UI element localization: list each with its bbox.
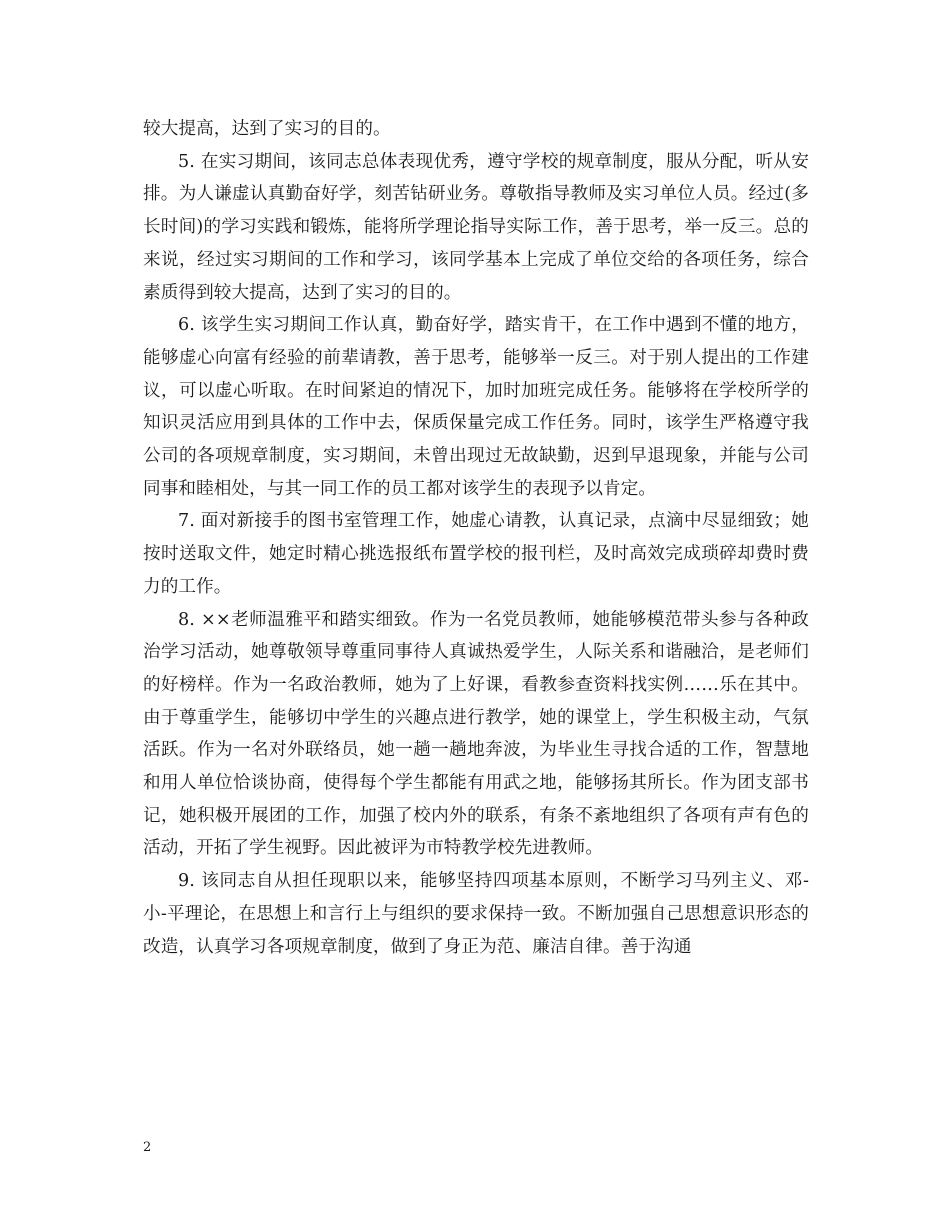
document-body [143,113,809,963]
paragraph-item-8: 8. ××老师温雅平和踏实细致。作为一名党员教师，她能够模范带头参与各种政治学习活动，她尊敬领导尊重同事待人真诚热爱学生，人际关系和谐融洽，是老师们的好榜样。作为一名政治教师，她为了上好课，看教参查资料找实例……乐在其中。由于尊重学生，能够切中学生的兴趣点进行教学，她的课堂上，学生积极主动，气氛活跃。作为一名对外联络员，她一趟一趟地奔波，为毕业生寻找合适的工作，智慧地和用人单位恰谈协商，使得每个学生都能有用武之地，能够扬其所长。作为团支部书记，她积极开展团的工作，加强了校内外的联系，有条不紊地组织了各项有声有色的活动，开拓了学生视野。因此被评为市特教学校先进教师。 [143,609,809,859]
paragraph-continuation: 较大提高，达到了实习的目的。 [143,119,391,139]
paragraph-item-7: 7. 面对新接手的图书室管理工作，她虚心请教，认真记录，点滴中尽显细致；她按时送取文件，她定时精心挑选报纸布置学校的报刊栏，及时高效完成琐碎却费时费力的工作。 [143,511,809,597]
paragraph-item-9: 9. 该同志自从担任现职以来，能够坚持四项基本原则，不断学习马列主义、邓-小-平理论，在思想上和言行上与组织的要求保持一致。不断加强自己思想意识形态的改造，认真学习各项规章制度，做到了身正为范、廉洁自律。善于沟通 [143,871,809,957]
page-number: 2 [143,1140,152,1155]
paragraph-item-6: 6. 该学生实习期间工作认真，勤奋好学，踏实肯干，在工作中遇到不懂的地方，能够虚心向富有经验的前辈请教，善于思考，能够举一反三。对于别人提出的工作建议，可以虚心听取。在时间紧迫的情况下，加时加班完成任务。能够将在学校所学的知识灵活应用到具体的工作中去，保质保量完成工作任务。同时，该学生严格遵守我公司的各项规章制度，实习期间，未曾出现过无故缺勤，迟到早退现象，并能与公司同事和睦相处，与其一同工作的员工都对该学生的表现予以肯定。 [143,315,809,499]
paragraph-item-5: 5. 在实习期间，该同志总体表现优秀，遵守学校的规章制度，服从分配，听从安排。为人谦虚认真勤奋好学，刻苦钻研业务。尊敬指导教师及实习单位人员。经过(多长时间)的学习实践和锻炼，能将所学理论指导实际工作，善于思考，举一反三。总的来说，经过实习期间的工作和学习，该同学基本上完成了单位交给的各项任务，综合素质得到较大提高，达到了实习的目的。 [143,151,809,303]
